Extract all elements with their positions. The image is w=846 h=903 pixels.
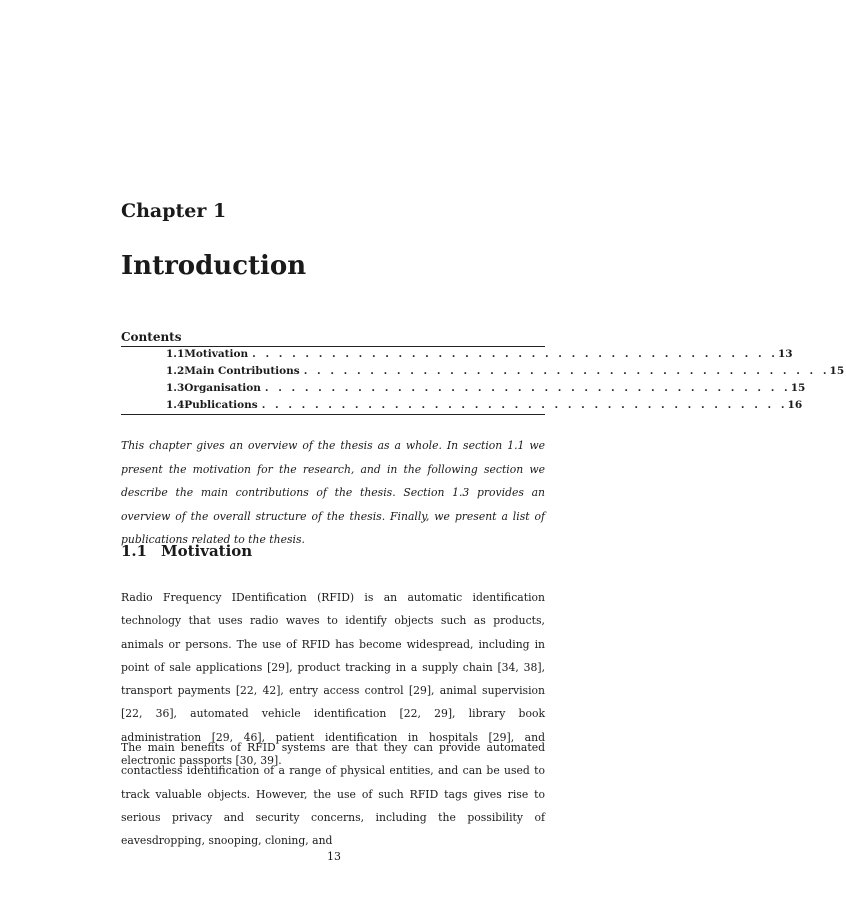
toc-entry-page: 15: [829, 365, 845, 377]
section-heading: [121, 542, 252, 560]
toc-entry-page: 15: [790, 382, 806, 394]
toc-entry-number: 1.2: [166, 365, 185, 377]
toc-entry-title: Main Contributions: [184, 365, 300, 377]
section-number: 1.1: [121, 542, 148, 560]
toc-entry-page: 13: [777, 348, 793, 360]
toc-entry-main-contributions[interactable]: [121, 365, 845, 382]
toc-entry-number: 1.4: [166, 399, 185, 411]
toc-entry-title: Publications: [184, 399, 258, 411]
toc-leader-dots: . . . . . . . . . . . . . . . . . . . . . . . . . . . . . . . . . . . . . . . .: [264, 382, 791, 394]
body-paragraph: The main benefits of RFID systems are that they can provide automated contactless identification of a range of physical entities, and can be used to track valuable objects. However, the use of such RFID tags gives rise to serious privacy and security concerns, including the possibility of eavesdropping, snooping, cloning, and: [121, 741, 545, 848]
section-title: Motivation: [161, 542, 253, 560]
toc-entry-title: Motivation: [184, 348, 249, 360]
chapter-abstract: This chapter gives an overview of the thesis as a whole. In section 1.1 we present the motivation for the research, and in the following section we describe the main contributions of the thesis. Section 1.3 provides an overview of the overall structure of the thesis. Finally, we present a list of publications related to the thesis.: [121, 439, 545, 546]
page-number: 13: [327, 850, 341, 863]
toc-entry-number: 1.1: [166, 348, 185, 360]
toc-leader-dots: . . . . . . . . . . . . . . . . . . . . . . . . . . . . . . . . . . . . . . . .: [261, 399, 788, 411]
toc-entry-organisation[interactable]: [121, 382, 806, 399]
chapter-label: Chapter 1: [121, 200, 227, 222]
contents-bottom-rule: [121, 414, 545, 415]
table-of-contents: [121, 348, 845, 416]
toc-entry-number: 1.3: [166, 382, 185, 394]
body-paragraph: Radio Frequency IDentification (RFID) is an automatic identification technology that uses radio waves to identify objects such as products, animals or persons. The use of RFID has become widespread, including in point of sale applications [29], product tracking in a supply chain [34, 38], transport payments [22, 42], entry access control [29], animal supervision [22, 36], automated vehicle identification [22, 29], library book administration [29, 46], patient identification in hospitals [29], and electronic passports [30, 39].: [121, 591, 545, 768]
chapter-title: Introduction: [121, 251, 307, 281]
contents-heading: Contents: [121, 330, 182, 344]
toc-leader-dots: . . . . . . . . . . . . . . . . . . . . . . . . . . . . . . . . . . . . . . . .: [252, 348, 778, 360]
toc-entry-motivation[interactable]: [121, 348, 793, 365]
toc-leader-dots: . . . . . . . . . . . . . . . . . . . . . . . . . . . . . . . . . . . . . . . .: [303, 365, 830, 377]
contents-top-rule: [121, 346, 545, 347]
toc-entry-title: Organisation: [184, 382, 261, 394]
toc-entry-page: 16: [787, 399, 803, 411]
